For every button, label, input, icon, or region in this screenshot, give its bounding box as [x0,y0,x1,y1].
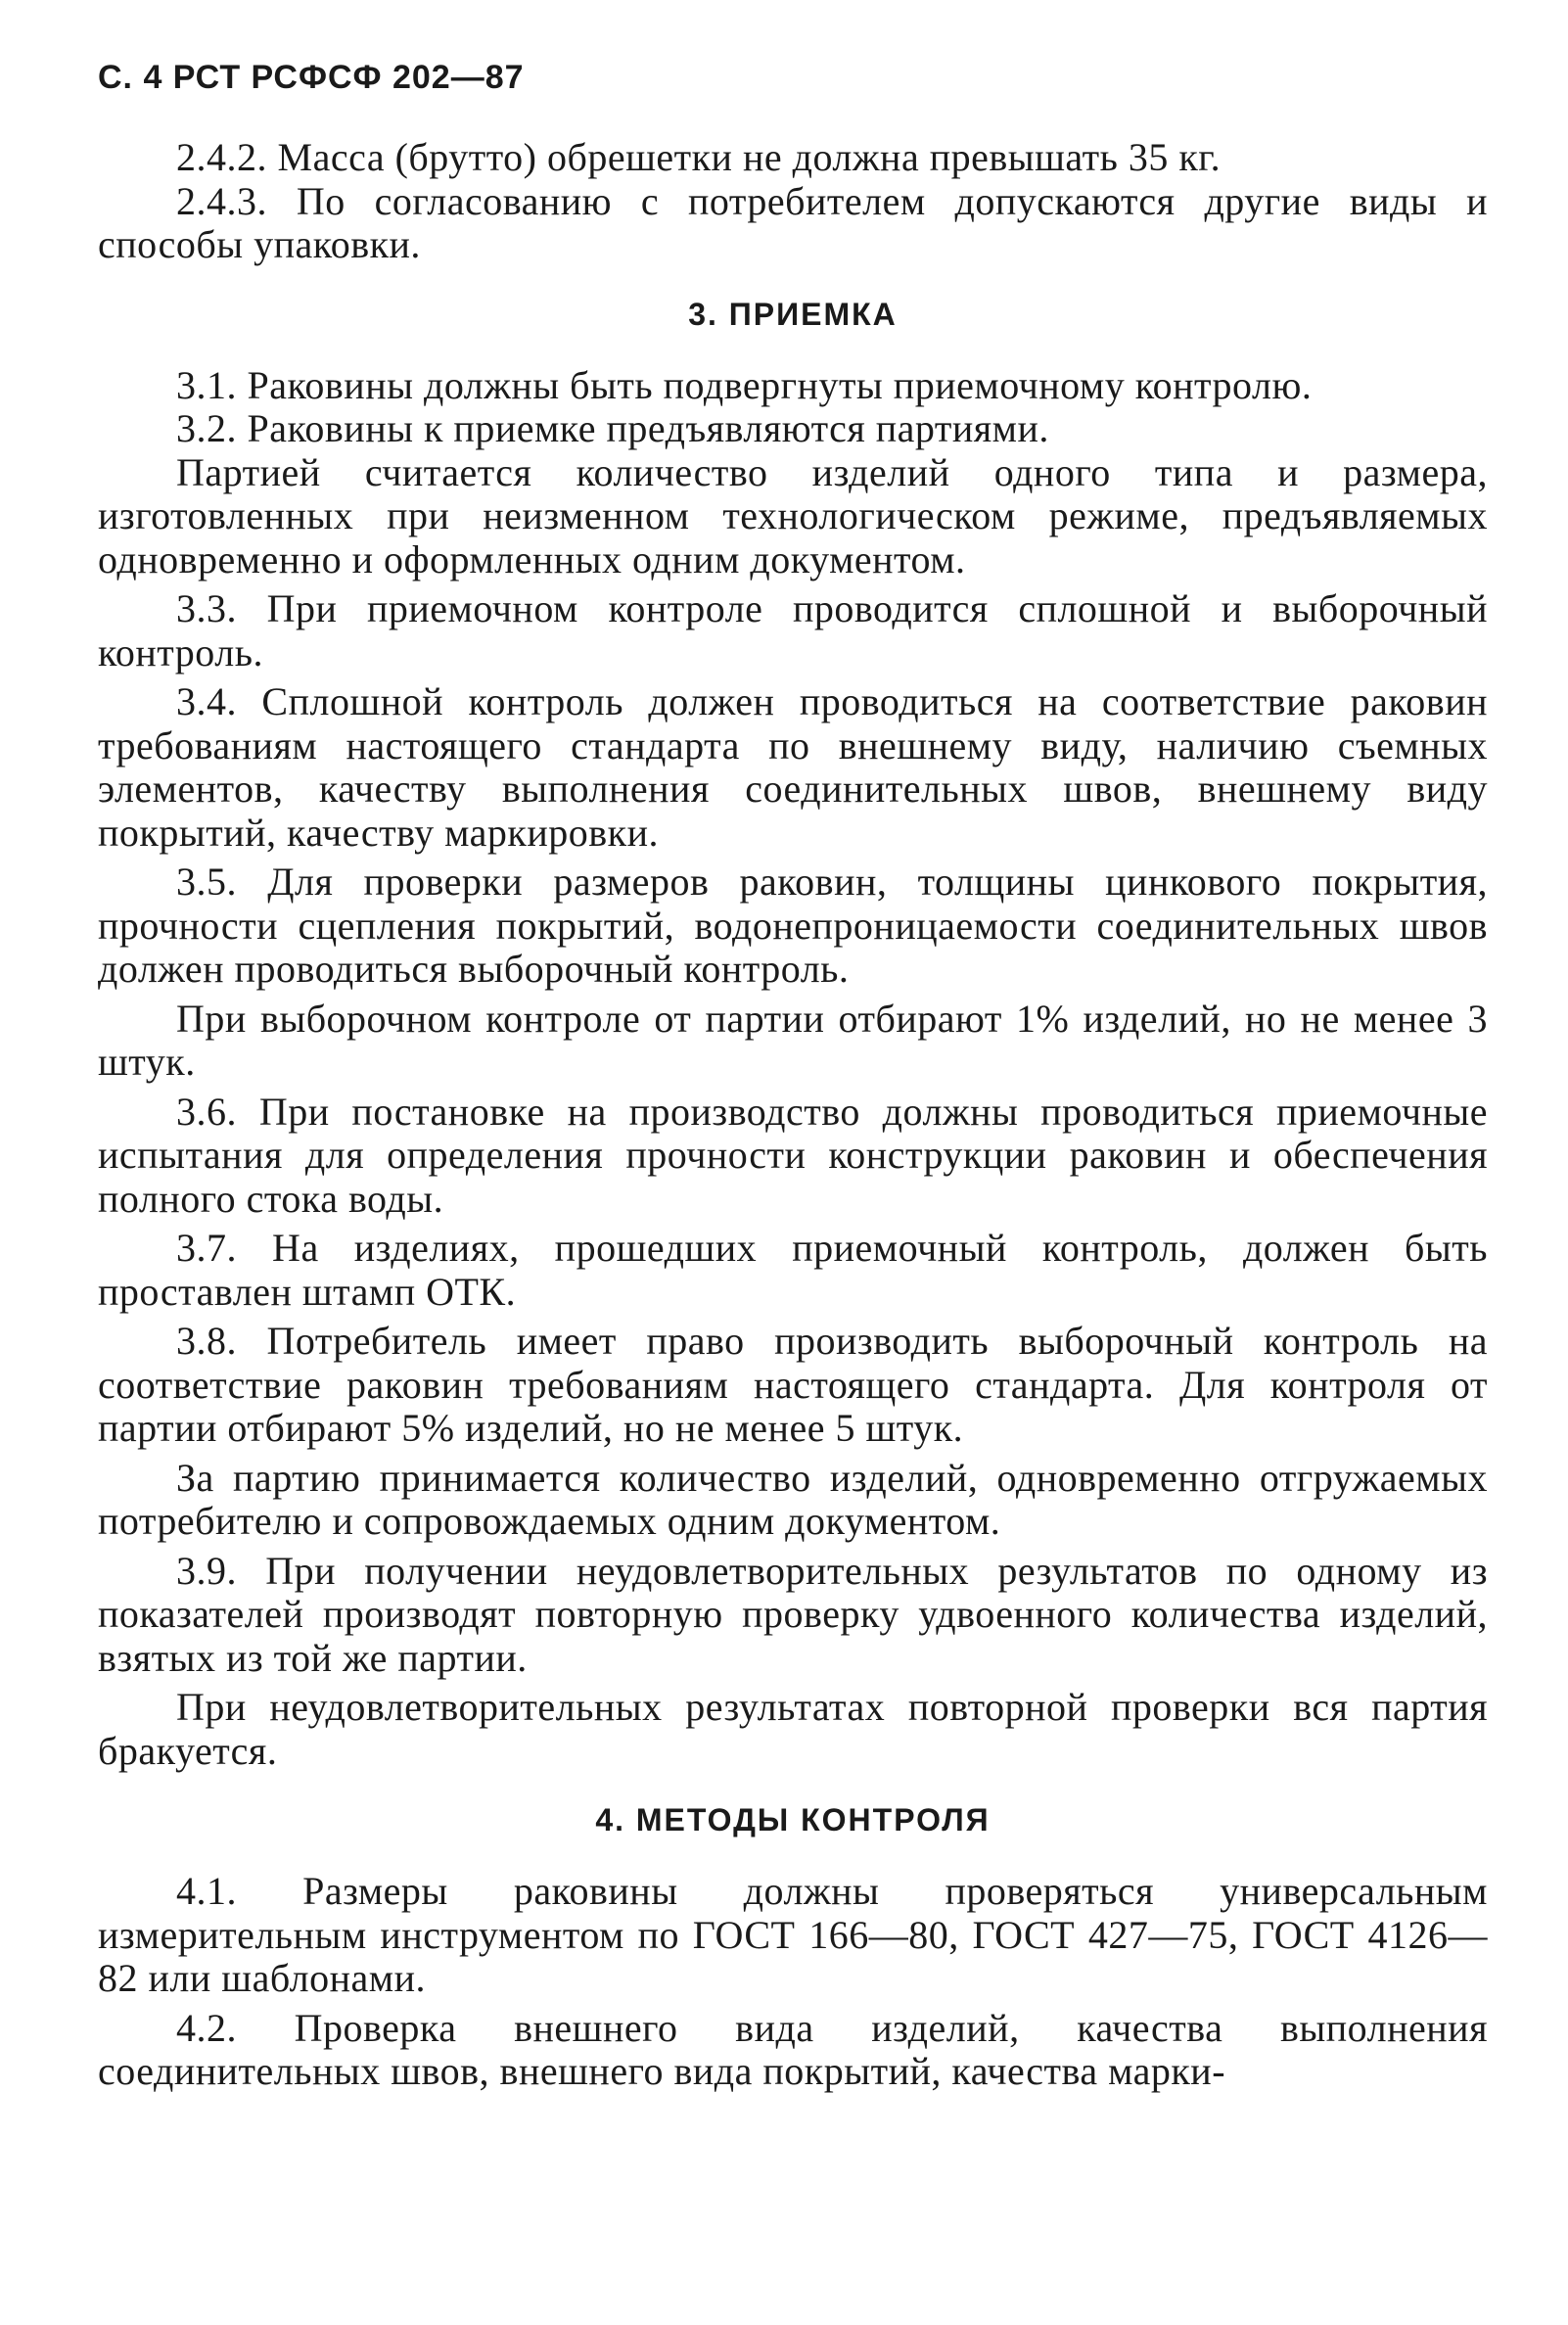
section-4-title: 4. МЕТОДЫ КОНТРОЛЯ [595,1802,991,1837]
running-head: С. 4 РСТ РСФСФ 202—87 [98,59,525,96]
paragraph-2-4-2: 2.4.2. Масса (брутто) обрешетки не должна превышать 35 кг. [176,135,1222,179]
paragraph-3-9: 3.9. При получении неудовлетворительных результатов по одному из показателей производят повторную проверку удвоенного количества изделий, взятых из той же партии. [98,1548,1488,1680]
paragraph-3-8-batch: За партию принимается количество изделий, одновременно отгружаемых потребителю и сопровождаемых одним документом. [98,1455,1488,1543]
paragraph-2-4-3: 2.4.3. По согласованию с потребителем допускаются другие виды и способы упаковки. [98,178,1488,266]
paragraph-3-5: 3.5. Для проверки размеров раковин, толщины цинкового покрытия, прочности сцепления покрытий, водонепроницаемости соединительных швов должен проводиться выборочный контроль. [98,860,1488,991]
paragraph-3-4: 3.4. Сплошной контроль должен проводиться на соответствие раковин требованиям настоящего стандарта по внешнему виду, наличию съемных элементов, качеству выполнения соединительных швов, внешнему виду покрытий, качеству маркировки. [98,679,1488,855]
paragraph-3-6: 3.6. При постановке на производство должны проводиться приемочные испытания для определения прочности конструкции раковин и обеспечения полного стока воды. [98,1089,1488,1221]
paragraph-3-5-sampling: При выборочном контроле от партии отбирают 1% изделий, но не менее 3 штук. [98,996,1488,1084]
paragraph-3-9-reject: При неудовлетворительных результатах повторной проверки вся партия бракуется. [98,1685,1488,1773]
paragraph-3-8: 3.8. Потребитель имеет право производить выборочный контроль на соответствие раковин требованиям настоящего стандарта. Для контроля от партии отбирают 5% изделий, но не менее 5 штук. [98,1319,1488,1450]
paragraph-3-7: 3.7. На изделиях, прошедших приемочный контроль, должен быть проставлен штамп ОТК. [98,1226,1488,1314]
paragraph-4-2: 4.2. Проверка внешнего вида изделий, качества выполнения соединительных швов, внешнего вида покрытий, качества марки- [98,2005,1488,2093]
document-page [98,59,1488,2094]
paragraph-3-2-definition: Партией считается количество изделий одного типа и размера, изготовленных при неизменном технологическом режиме, предъявляемых одновременно и оформленных одним документом. [98,449,1488,581]
paragraph-4-1: 4.1. Размеры раковины должны проверяться универсальным измерительным инструментом по ГОСТ 166—80, ГОСТ 427—75, ГОСТ 4126—82 или шаблонами. [98,1869,1488,2000]
section-3-title: 3. ПРИЕМКА [688,296,898,332]
paragraph-3-2: 3.2. Раковины к приемке предъявляются партиями. [176,406,1049,450]
paragraph-3-3: 3.3. При приемочном контроле проводится сплошной и выборочный контроль. [98,586,1488,674]
paragraph-3-1: 3.1. Раковины должны быть подвергнуты приемочному контролю. [176,362,1313,407]
